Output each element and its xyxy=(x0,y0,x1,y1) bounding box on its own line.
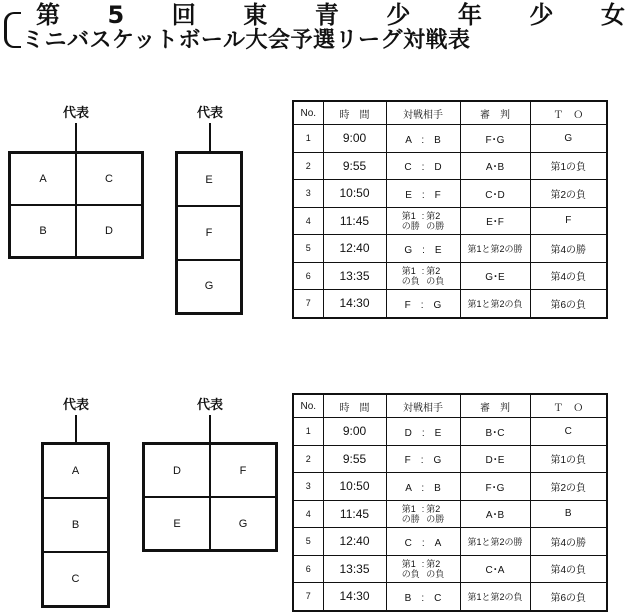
title-char: 東 xyxy=(243,1,269,29)
title-char: 女 xyxy=(600,1,626,29)
team-cell: C xyxy=(76,153,142,205)
table-row xyxy=(293,262,607,290)
cell-time: 11:45 xyxy=(323,207,386,235)
cell-no: 1 xyxy=(293,418,323,446)
match-side-a: 第1 の負 xyxy=(401,265,420,286)
cell-referee: 第1と第2の勝 xyxy=(460,528,530,556)
title-char: 年 xyxy=(457,1,483,29)
cell-to: F xyxy=(530,207,607,235)
table-header-row xyxy=(293,394,607,418)
title-char: 少 xyxy=(386,1,412,29)
cell-no: 5 xyxy=(293,528,323,556)
table-row xyxy=(293,235,607,263)
cell-no: 7 xyxy=(293,290,323,318)
match-side-b: 第2 の勝 xyxy=(426,210,445,231)
cell-to: 第1の負 xyxy=(530,152,607,180)
match-pair xyxy=(387,266,460,286)
cell-referee: G･E xyxy=(460,262,530,290)
cell-match: C : D xyxy=(386,152,460,180)
group-label: 代表 xyxy=(62,398,89,413)
cell-match: A : B xyxy=(386,125,460,153)
cell-time: 9:55 xyxy=(323,445,386,473)
team-cell: D xyxy=(76,205,142,257)
cell-time: 9:00 xyxy=(323,125,386,153)
cell-match xyxy=(386,207,460,235)
cell-to: C xyxy=(530,418,607,446)
schedule-table-top xyxy=(292,100,608,319)
team-cell: D xyxy=(144,444,210,497)
match-side-b: 第2 の勝 xyxy=(426,503,445,524)
table-row xyxy=(293,207,607,235)
col-header-time: 時 間 xyxy=(323,101,386,125)
cell-time: 12:40 xyxy=(323,235,386,263)
cell-referee: 第1と第2の負 xyxy=(460,583,530,611)
cell-no: 6 xyxy=(293,555,323,583)
cell-match: D : E xyxy=(386,418,460,446)
title-char: 第 xyxy=(36,1,61,29)
cell-to: 第6の負 xyxy=(530,290,607,318)
team-cell: A xyxy=(10,153,76,205)
col-header-match: 対戦相手 xyxy=(386,394,460,418)
team-cell: B xyxy=(43,498,108,552)
col-header-no: No. xyxy=(293,101,323,125)
cell-to: 第4の勝 xyxy=(530,235,607,263)
cell-match: G : E xyxy=(386,235,460,263)
col-header-referee: 審 判 xyxy=(460,101,530,125)
cell-match xyxy=(386,555,460,583)
table-row xyxy=(293,500,607,528)
table-row xyxy=(293,473,607,501)
team-cell: E xyxy=(177,153,241,206)
match-pair xyxy=(387,211,460,231)
cell-no: 3 xyxy=(293,473,323,501)
team-cell: F xyxy=(210,444,276,497)
cell-time: 10:50 xyxy=(323,473,386,501)
cell-referee: F･G xyxy=(460,473,530,501)
cell-referee: C･D xyxy=(460,180,530,208)
table-row xyxy=(293,180,607,208)
cell-referee: D･E xyxy=(460,445,530,473)
team-cell: B xyxy=(10,205,76,257)
cell-no: 2 xyxy=(293,152,323,180)
schedule-table-bottom xyxy=(292,393,608,612)
cell-to: 第1の負 xyxy=(530,445,607,473)
match-separator: : xyxy=(421,210,425,221)
group-grid-bottom-1 xyxy=(41,442,110,608)
cell-referee: F･G xyxy=(460,125,530,153)
cell-time: 11:45 xyxy=(323,500,386,528)
match-pair xyxy=(387,559,460,579)
cell-no: 5 xyxy=(293,235,323,263)
team-cell: A xyxy=(43,444,108,498)
cell-match: A : B xyxy=(386,473,460,501)
cell-no: 3 xyxy=(293,180,323,208)
team-cell: C xyxy=(43,552,108,606)
cell-match xyxy=(386,500,460,528)
team-cell: G xyxy=(210,497,276,550)
cell-time: 9:00 xyxy=(323,418,386,446)
cell-no: 2 xyxy=(293,445,323,473)
col-header-to: Ｔ Ｏ xyxy=(530,394,607,418)
col-header-no: No. xyxy=(293,394,323,418)
cell-no: 1 xyxy=(293,125,323,153)
group-stem xyxy=(75,123,77,152)
match-separator: : xyxy=(421,558,425,569)
match-separator: : xyxy=(421,265,425,276)
title-char: 5 xyxy=(107,1,126,29)
cell-match: F : G xyxy=(386,445,460,473)
cell-no: 4 xyxy=(293,207,323,235)
cell-to: 第2の負 xyxy=(530,180,607,208)
cell-to: 第6の負 xyxy=(530,583,607,611)
team-cell: F xyxy=(177,206,241,259)
table-row xyxy=(293,583,607,611)
col-header-to: Ｔ Ｏ xyxy=(530,101,607,125)
cell-referee: E･F xyxy=(460,207,530,235)
match-side-a: 第1 の勝 xyxy=(401,503,420,524)
group-stem xyxy=(209,123,211,152)
cell-referee: A･B xyxy=(460,152,530,180)
title-line-2: ミニバスケットボール大会予選リーグ対戦表 xyxy=(22,28,471,53)
col-header-referee: 審 判 xyxy=(460,394,530,418)
cell-referee: 第1と第2の勝 xyxy=(460,235,530,263)
cell-time: 13:35 xyxy=(323,555,386,583)
table-row xyxy=(293,445,607,473)
cell-referee: 第1と第2の負 xyxy=(460,290,530,318)
title-bracket xyxy=(4,12,21,48)
match-pair xyxy=(387,504,460,524)
match-separator: : xyxy=(421,503,425,514)
col-header-time: 時 間 xyxy=(323,394,386,418)
cell-match: E : F xyxy=(386,180,460,208)
match-side-a: 第1 の勝 xyxy=(401,210,420,231)
cell-match: B : C xyxy=(386,583,460,611)
group-label: 代表 xyxy=(196,398,223,413)
table-row xyxy=(293,125,607,153)
group-grid-top-1 xyxy=(8,151,144,259)
cell-referee: B･C xyxy=(460,418,530,446)
cell-match: C : A xyxy=(386,528,460,556)
match-side-a: 第1 の負 xyxy=(401,558,420,579)
table-row xyxy=(293,528,607,556)
cell-to: 第4の負 xyxy=(530,555,607,583)
group-label: 代表 xyxy=(196,106,223,121)
group-stem xyxy=(209,415,211,443)
cell-match: F : G xyxy=(386,290,460,318)
cell-time: 12:40 xyxy=(323,528,386,556)
cell-time: 9:55 xyxy=(323,152,386,180)
group-label: 代表 xyxy=(62,106,89,121)
title-line-1 xyxy=(36,2,626,28)
match-side-b: 第2 の負 xyxy=(426,558,445,579)
title-char: 青 xyxy=(314,1,340,29)
cell-match xyxy=(386,262,460,290)
group-grid-top-2 xyxy=(175,151,243,315)
col-header-match: 対戦相手 xyxy=(386,101,460,125)
cell-to: 第4の負 xyxy=(530,262,607,290)
match-side-b: 第2 の負 xyxy=(426,265,445,286)
cell-no: 7 xyxy=(293,583,323,611)
group-stem xyxy=(75,415,77,443)
team-cell: G xyxy=(177,260,241,313)
cell-to: G xyxy=(530,125,607,153)
table-row xyxy=(293,555,607,583)
cell-time: 13:35 xyxy=(323,262,386,290)
cell-time: 10:50 xyxy=(323,180,386,208)
title-char: 回 xyxy=(171,1,197,29)
group-grid-bottom-2 xyxy=(142,442,278,552)
title-char: 少 xyxy=(529,1,555,29)
cell-no: 4 xyxy=(293,500,323,528)
team-cell: E xyxy=(144,497,210,550)
table-row xyxy=(293,152,607,180)
cell-time: 14:30 xyxy=(323,290,386,318)
table-row xyxy=(293,290,607,318)
cell-to: B xyxy=(530,500,607,528)
cell-to: 第2の負 xyxy=(530,473,607,501)
cell-to: 第4の勝 xyxy=(530,528,607,556)
cell-referee: C･A xyxy=(460,555,530,583)
cell-referee: A･B xyxy=(460,500,530,528)
cell-time: 14:30 xyxy=(323,583,386,611)
table-header-row xyxy=(293,101,607,125)
table-row xyxy=(293,418,607,446)
cell-no: 6 xyxy=(293,262,323,290)
